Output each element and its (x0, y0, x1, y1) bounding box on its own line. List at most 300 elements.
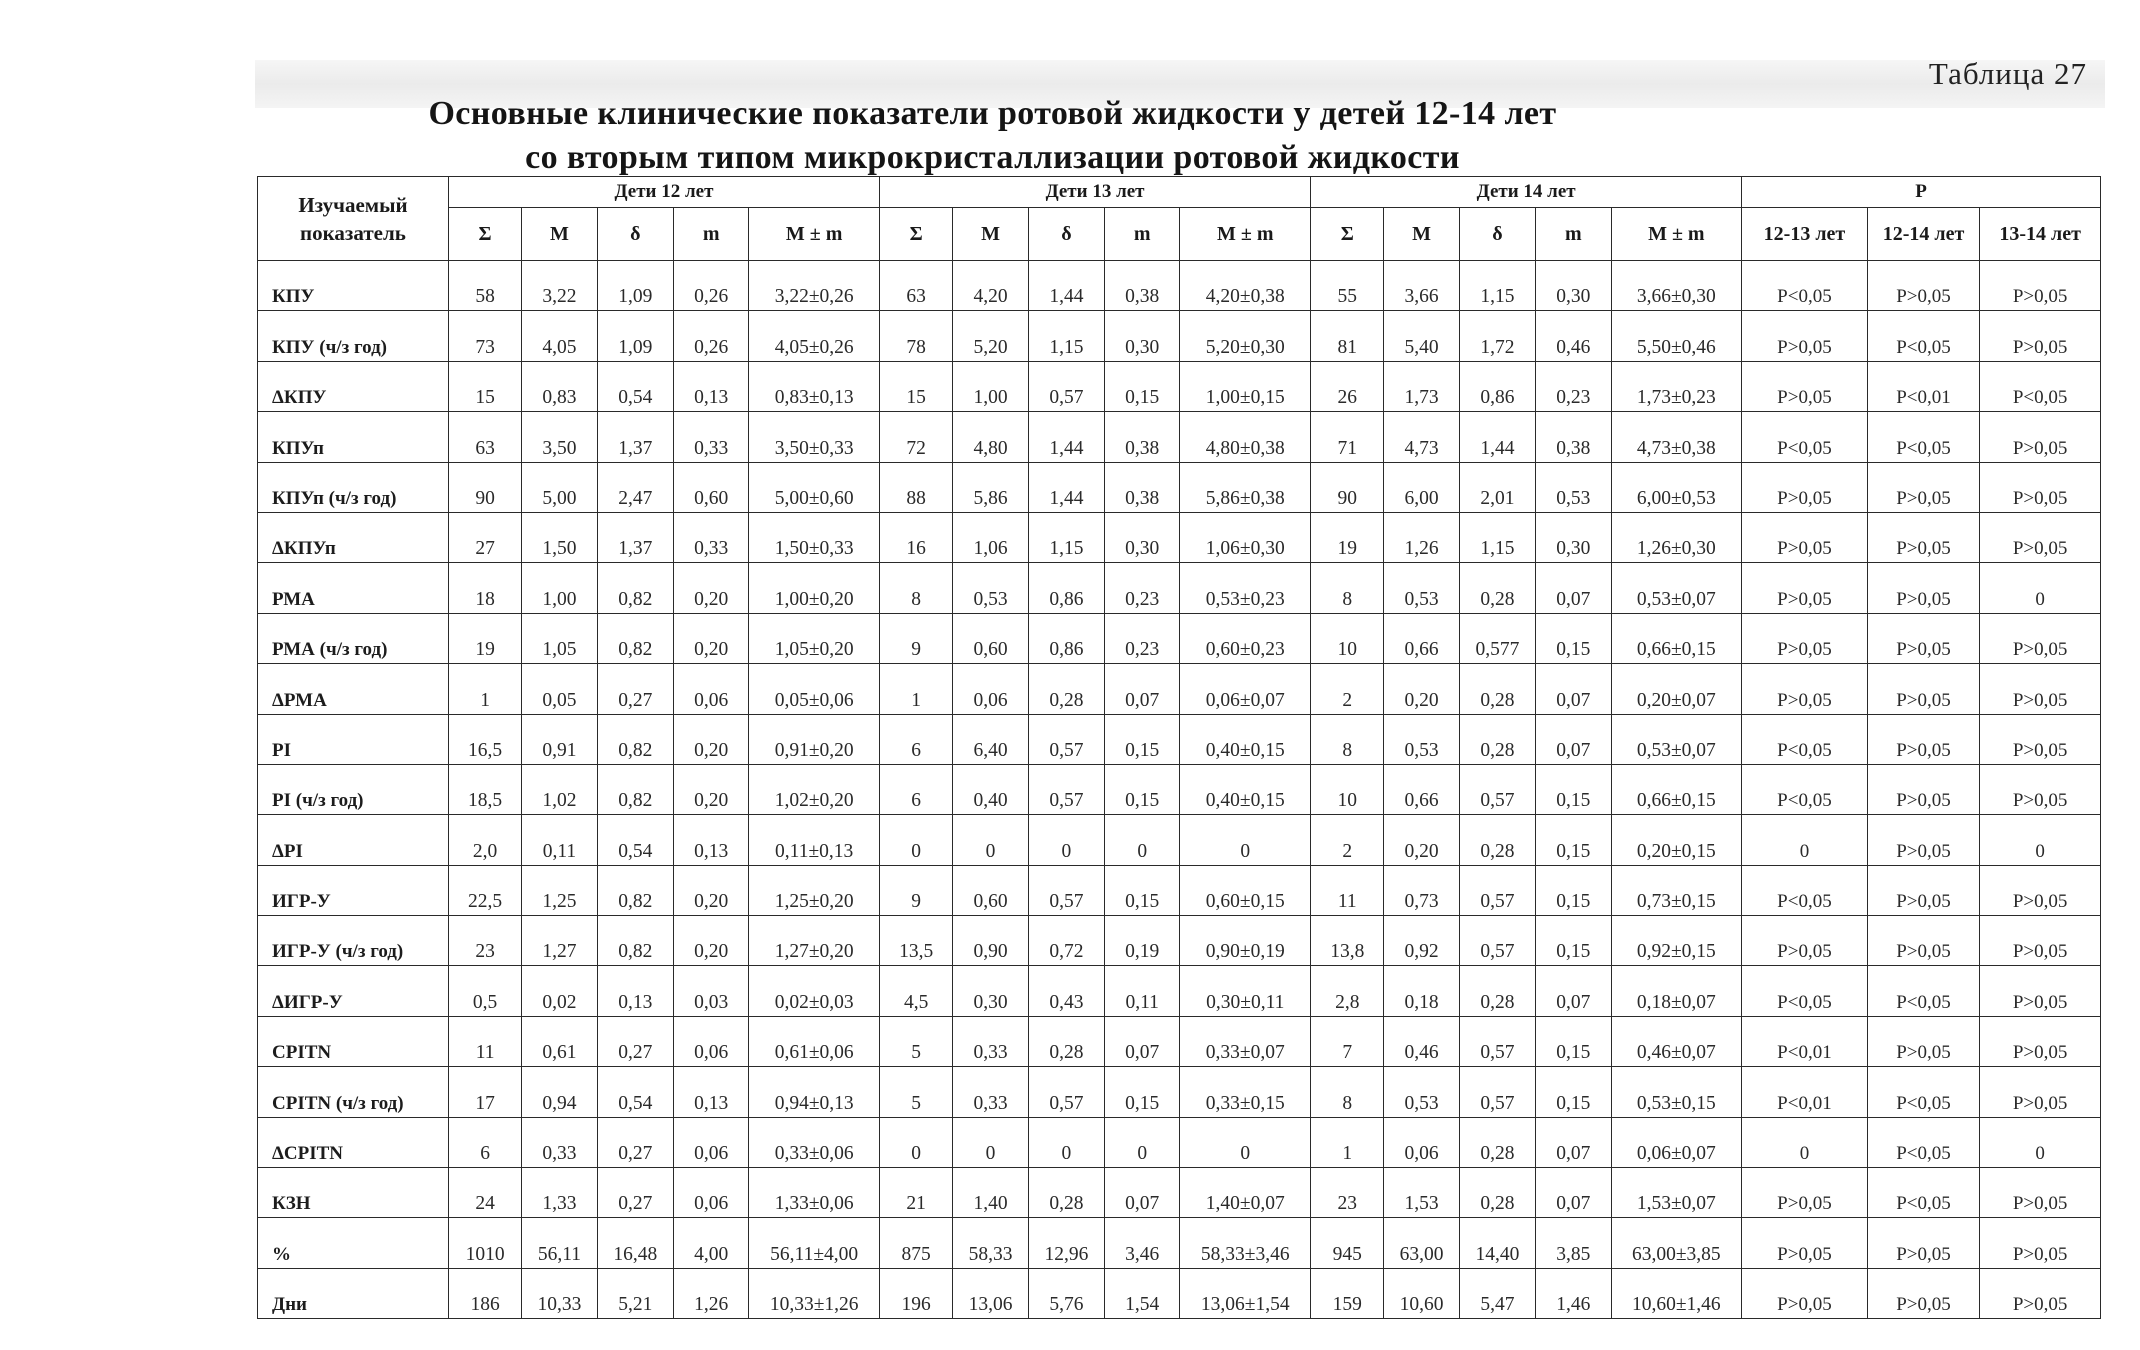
cell-p-13-14: P>0,05 (1980, 714, 2101, 764)
cell-13-sum: 72 (880, 412, 953, 462)
cell-12-delta: 16,48 (597, 1218, 673, 1268)
header-col-m: M (522, 208, 597, 261)
cell-14-m-err: 0,07 (1536, 563, 1611, 613)
table-row (258, 462, 2101, 512)
cell-13-m-pm: 5,86±0,38 (1180, 462, 1311, 512)
row-param-name: ΔИГР-У (258, 966, 449, 1016)
cell-14-sum: 10 (1311, 764, 1384, 814)
cell-12-sum: 1010 (448, 1218, 521, 1268)
cell-12-m: 1,50 (522, 512, 597, 562)
cell-14-m-err: 0,15 (1536, 613, 1611, 663)
table-row (258, 815, 2101, 865)
cell-12-m-pm: 3,22±0,26 (749, 261, 880, 311)
cell-12-m: 0,11 (522, 815, 597, 865)
cell-14-m-pm: 0,66±0,15 (1611, 764, 1742, 814)
cell-12-m: 0,33 (522, 1117, 597, 1167)
cell-p-12-14: P>0,05 (1867, 613, 1980, 663)
cell-12-delta: 0,82 (597, 563, 673, 613)
cell-14-m-err: 0,07 (1536, 714, 1611, 764)
row-param-name: % (258, 1218, 449, 1268)
cell-14-m: 10,60 (1384, 1268, 1459, 1318)
cell-12-sum: 23 (448, 916, 521, 966)
cell-14-sum: 13,8 (1311, 916, 1384, 966)
table-body (258, 261, 2101, 1319)
cell-12-sum: 0,5 (448, 966, 521, 1016)
row-param-name: Дни (258, 1268, 449, 1318)
cell-14-m-err: 0,15 (1536, 916, 1611, 966)
cell-13-m-pm: 13,06±1,54 (1180, 1268, 1311, 1318)
header-group-14: Дети 14 лет (1311, 177, 1742, 208)
row-param-name: КПУп (258, 412, 449, 462)
header-p-12-14: 12-14 лет (1867, 208, 1980, 261)
cell-13-m-err: 0,23 (1105, 613, 1180, 663)
cell-13-m-pm: 0,53±0,23 (1180, 563, 1311, 613)
cell-12-m-err: 0,03 (673, 966, 748, 1016)
cell-14-m: 0,66 (1384, 764, 1459, 814)
header-col-m-pm: M ± m (1611, 208, 1742, 261)
row-param-name: КПУ (258, 261, 449, 311)
cell-13-m: 0,30 (953, 966, 1028, 1016)
cell-13-m-pm: 1,00±0,15 (1180, 361, 1311, 411)
cell-14-m: 0,20 (1384, 664, 1459, 714)
cell-14-m: 0,20 (1384, 815, 1459, 865)
cell-13-sum: 1 (880, 664, 953, 714)
cell-12-m: 1,05 (522, 613, 597, 663)
row-param-name: CPITN (258, 1016, 449, 1066)
cell-12-m-err: 0,13 (673, 1067, 748, 1117)
cell-12-m-err: 1,26 (673, 1268, 748, 1318)
cell-12-m-err: 0,13 (673, 815, 748, 865)
cell-p-12-13: P>0,05 (1742, 563, 1868, 613)
cell-13-delta: 0 (1028, 815, 1104, 865)
cell-14-m-err: 0,15 (1536, 865, 1611, 915)
row-param-name: КПУ (ч/з год) (258, 311, 449, 361)
cell-12-delta: 0,82 (597, 714, 673, 764)
cell-13-m: 0,60 (953, 865, 1028, 915)
table-row (258, 311, 2101, 361)
cell-14-m-err: 0,07 (1536, 1117, 1611, 1167)
cell-13-m-err: 0,19 (1105, 916, 1180, 966)
cell-p-12-13: P>0,05 (1742, 916, 1868, 966)
cell-p-12-13: P>0,05 (1742, 664, 1868, 714)
cell-p-12-13: 0 (1742, 815, 1868, 865)
cell-13-m-pm: 0,40±0,15 (1180, 764, 1311, 814)
cell-p-12-14: P>0,05 (1867, 1218, 1980, 1268)
cell-14-m-err: 0,15 (1536, 1016, 1611, 1066)
cell-12-sum: 18 (448, 563, 521, 613)
cell-14-sum: 55 (1311, 261, 1384, 311)
cell-13-delta: 0,86 (1028, 563, 1104, 613)
cell-p-13-14: P>0,05 (1980, 613, 2101, 663)
cell-13-sum: 21 (880, 1168, 953, 1218)
cell-14-delta: 1,44 (1459, 412, 1535, 462)
cell-13-m-pm: 1,06±0,30 (1180, 512, 1311, 562)
cell-12-delta: 0,54 (597, 815, 673, 865)
cell-14-m-pm: 0,20±0,07 (1611, 664, 1742, 714)
cell-p-13-14: P>0,05 (1980, 764, 2101, 814)
cell-p-12-13: P<0,01 (1742, 1067, 1868, 1117)
cell-13-sum: 5 (880, 1067, 953, 1117)
row-param-name: ΔКПУ (258, 361, 449, 411)
row-param-name: ΔCPITN (258, 1117, 449, 1167)
cell-p-13-14: 0 (1980, 1117, 2101, 1167)
header-row-groups (258, 177, 2101, 208)
cell-p-12-14: P>0,05 (1867, 916, 1980, 966)
table-row (258, 865, 2101, 915)
cell-14-m-pm: 0,53±0,15 (1611, 1067, 1742, 1117)
cell-14-m-pm: 3,66±0,30 (1611, 261, 1742, 311)
cell-14-m: 0,66 (1384, 613, 1459, 663)
cell-14-sum: 81 (1311, 311, 1384, 361)
cell-12-m: 1,25 (522, 865, 597, 915)
title-line-2: со вторым типом микрокристаллизации ротовой жидкости (525, 139, 1460, 176)
table-row (258, 361, 2101, 411)
cell-13-sum: 8 (880, 563, 953, 613)
cell-14-m-pm: 0,53±0,07 (1611, 563, 1742, 613)
cell-13-delta: 1,44 (1028, 261, 1104, 311)
header-col-m-err: m (1536, 208, 1611, 261)
cell-12-m-err: 0,20 (673, 764, 748, 814)
cell-p-13-14: P<0,05 (1980, 361, 2101, 411)
cell-13-m-pm: 0,06±0,07 (1180, 664, 1311, 714)
cell-13-m: 5,20 (953, 311, 1028, 361)
cell-14-delta: 0,86 (1459, 361, 1535, 411)
cell-13-delta: 0,57 (1028, 1067, 1104, 1117)
cell-p-13-14: P>0,05 (1980, 311, 2101, 361)
cell-12-m: 3,22 (522, 261, 597, 311)
cell-13-m-pm: 5,20±0,30 (1180, 311, 1311, 361)
cell-14-m-pm: 10,60±1,46 (1611, 1268, 1742, 1318)
cell-p-12-14: P<0,05 (1867, 966, 1980, 1016)
cell-13-delta: 0,28 (1028, 1168, 1104, 1218)
cell-13-m: 0,06 (953, 664, 1028, 714)
cell-14-m: 1,26 (1384, 512, 1459, 562)
cell-14-delta: 1,72 (1459, 311, 1535, 361)
cell-p-12-14: P<0,05 (1867, 1117, 1980, 1167)
cell-13-delta: 1,44 (1028, 412, 1104, 462)
cell-13-m-err: 0,15 (1105, 714, 1180, 764)
cell-13-m-err: 0,07 (1105, 1016, 1180, 1066)
cell-14-m-err: 0,07 (1536, 1168, 1611, 1218)
cell-13-m-err: 0,38 (1105, 462, 1180, 512)
cell-12-delta: 0,82 (597, 916, 673, 966)
cell-12-sum: 22,5 (448, 865, 521, 915)
cell-14-m: 0,73 (1384, 865, 1459, 915)
cell-13-m-pm: 0,40±0,15 (1180, 714, 1311, 764)
cell-14-m-pm: 0,18±0,07 (1611, 966, 1742, 1016)
cell-p-12-13: P>0,05 (1742, 361, 1868, 411)
cell-12-sum: 19 (448, 613, 521, 663)
cell-12-m-pm: 3,50±0,33 (749, 412, 880, 462)
table-row (258, 1067, 2101, 1117)
cell-13-m: 1,00 (953, 361, 1028, 411)
cell-14-delta: 0,57 (1459, 764, 1535, 814)
cell-13-m: 0,53 (953, 563, 1028, 613)
header-col-m-err: m (1105, 208, 1180, 261)
cell-13-sum: 4,5 (880, 966, 953, 1016)
cell-p-13-14: P>0,05 (1980, 664, 2101, 714)
cell-13-sum: 13,5 (880, 916, 953, 966)
cell-12-m-err: 0,33 (673, 412, 748, 462)
cell-13-m: 4,20 (953, 261, 1028, 311)
cell-p-13-14: 0 (1980, 563, 2101, 613)
cell-14-delta: 0,28 (1459, 563, 1535, 613)
cell-14-m: 1,73 (1384, 361, 1459, 411)
data-table (257, 176, 2101, 1319)
cell-12-m-err: 0,06 (673, 664, 748, 714)
cell-14-m-err: 0,30 (1536, 512, 1611, 562)
cell-p-13-14: P>0,05 (1980, 1268, 2101, 1318)
cell-14-delta: 0,57 (1459, 865, 1535, 915)
cell-12-delta: 0,82 (597, 764, 673, 814)
cell-13-delta: 0,86 (1028, 613, 1104, 663)
cell-13-m-pm: 0 (1180, 815, 1311, 865)
cell-12-m-err: 0,26 (673, 261, 748, 311)
cell-13-m-pm: 0,60±0,23 (1180, 613, 1311, 663)
cell-14-m: 63,00 (1384, 1218, 1459, 1268)
header-param: Изучаемый показатель (258, 177, 449, 261)
cell-13-m-pm: 0,30±0,11 (1180, 966, 1311, 1016)
cell-12-delta: 1,37 (597, 512, 673, 562)
cell-14-sum: 71 (1311, 412, 1384, 462)
cell-12-delta: 1,09 (597, 311, 673, 361)
cell-13-m: 0,33 (953, 1067, 1028, 1117)
cell-p-12-14: P>0,05 (1867, 664, 1980, 714)
cell-14-delta: 14,40 (1459, 1218, 1535, 1268)
cell-14-m-pm: 0,53±0,07 (1611, 714, 1742, 764)
table-row (258, 1218, 2101, 1268)
cell-14-m-err: 0,07 (1536, 966, 1611, 1016)
cell-14-sum: 8 (1311, 1067, 1384, 1117)
cell-13-m-err: 0,23 (1105, 563, 1180, 613)
table-row (258, 664, 2101, 714)
cell-14-m-pm: 63,00±3,85 (1611, 1218, 1742, 1268)
cell-12-delta: 0,13 (597, 966, 673, 1016)
cell-12-delta: 0,54 (597, 1067, 673, 1117)
cell-13-delta: 0,57 (1028, 714, 1104, 764)
cell-p-12-14: P>0,05 (1867, 764, 1980, 814)
row-param-name: ΔРМА (258, 664, 449, 714)
cell-13-m-pm: 0,33±0,07 (1180, 1016, 1311, 1066)
cell-12-sum: 63 (448, 412, 521, 462)
cell-12-m: 5,00 (522, 462, 597, 512)
cell-13-delta: 0,43 (1028, 966, 1104, 1016)
cell-14-m-pm: 6,00±0,53 (1611, 462, 1742, 512)
cell-13-delta: 0,57 (1028, 361, 1104, 411)
cell-14-m: 0,53 (1384, 1067, 1459, 1117)
cell-p-12-14: P<0,05 (1867, 1168, 1980, 1218)
cell-12-sum: 90 (448, 462, 521, 512)
cell-13-m: 1,40 (953, 1168, 1028, 1218)
page-title (0, 92, 1985, 180)
table-row (258, 966, 2101, 1016)
cell-14-sum: 7 (1311, 1016, 1384, 1066)
cell-13-delta: 1,44 (1028, 462, 1104, 512)
cell-14-m: 0,18 (1384, 966, 1459, 1016)
cell-12-m-err: 0,20 (673, 613, 748, 663)
cell-13-m-err: 0,38 (1105, 412, 1180, 462)
cell-14-m-pm: 0,92±0,15 (1611, 916, 1742, 966)
cell-14-m-err: 0,15 (1536, 815, 1611, 865)
cell-13-m-pm: 58,33±3,46 (1180, 1218, 1311, 1268)
cell-p-13-14: P>0,05 (1980, 412, 2101, 462)
cell-14-m: 3,66 (1384, 261, 1459, 311)
table-row (258, 563, 2101, 613)
table-header (258, 177, 2101, 261)
cell-12-m-pm: 1,00±0,20 (749, 563, 880, 613)
cell-12-m-pm: 0,33±0,06 (749, 1117, 880, 1167)
cell-14-m: 0,53 (1384, 563, 1459, 613)
cell-13-delta: 0,72 (1028, 916, 1104, 966)
cell-p-13-14: P>0,05 (1980, 1067, 2101, 1117)
cell-13-m-pm: 1,40±0,07 (1180, 1168, 1311, 1218)
table-number-label: Таблица 27 (1928, 56, 2087, 91)
cell-13-m-err: 0,15 (1105, 361, 1180, 411)
cell-13-sum: 5 (880, 1016, 953, 1066)
cell-12-delta: 1,09 (597, 261, 673, 311)
cell-12-sum: 58 (448, 261, 521, 311)
cell-12-m-err: 0,06 (673, 1117, 748, 1167)
cell-13-m-pm: 0 (1180, 1117, 1311, 1167)
table-row (258, 412, 2101, 462)
cell-12-sum: 11 (448, 1016, 521, 1066)
cell-13-m: 0,33 (953, 1016, 1028, 1066)
header-col-delta: δ (597, 208, 673, 261)
cell-12-m-pm: 0,11±0,13 (749, 815, 880, 865)
cell-13-delta: 0,28 (1028, 1016, 1104, 1066)
cell-12-m: 0,61 (522, 1016, 597, 1066)
cell-13-m-err: 0,15 (1105, 764, 1180, 814)
header-p-12-13: 12-13 лет (1742, 208, 1868, 261)
cell-12-m: 1,33 (522, 1168, 597, 1218)
cell-14-m: 5,40 (1384, 311, 1459, 361)
cell-14-m-err: 0,46 (1536, 311, 1611, 361)
cell-p-12-13: P<0,05 (1742, 714, 1868, 764)
cell-12-m: 56,11 (522, 1218, 597, 1268)
cell-p-13-14: P>0,05 (1980, 462, 2101, 512)
cell-p-13-14: P>0,05 (1980, 1218, 2101, 1268)
cell-13-sum: 63 (880, 261, 953, 311)
cell-p-12-14: P<0,05 (1867, 1067, 1980, 1117)
cell-12-m: 3,50 (522, 412, 597, 462)
cell-12-m: 1,00 (522, 563, 597, 613)
cell-12-delta: 0,82 (597, 613, 673, 663)
header-col-m: M (953, 208, 1028, 261)
cell-14-m-err: 0,15 (1536, 764, 1611, 814)
cell-12-sum: 186 (448, 1268, 521, 1318)
cell-12-sum: 1 (448, 664, 521, 714)
cell-12-sum: 17 (448, 1067, 521, 1117)
cell-12-delta: 0,27 (597, 1168, 673, 1218)
cell-p-12-14: P>0,05 (1867, 261, 1980, 311)
cell-p-12-14: P>0,05 (1867, 512, 1980, 562)
row-param-name: КПУп (ч/з год) (258, 462, 449, 512)
cell-14-delta: 0,28 (1459, 714, 1535, 764)
cell-12-delta: 1,37 (597, 412, 673, 462)
cell-13-sum: 196 (880, 1268, 953, 1318)
cell-p-12-14: P>0,05 (1867, 1268, 1980, 1318)
header-col-m-pm: M ± m (749, 208, 880, 261)
cell-14-m-err: 0,23 (1536, 361, 1611, 411)
cell-13-m: 4,80 (953, 412, 1028, 462)
cell-p-12-13: P>0,05 (1742, 462, 1868, 512)
cell-14-sum: 2,8 (1311, 966, 1384, 1016)
table-row (258, 1016, 2101, 1066)
cell-14-m-pm: 5,50±0,46 (1611, 311, 1742, 361)
cell-12-delta: 0,82 (597, 865, 673, 915)
cell-p-12-14: P<0,01 (1867, 361, 1980, 411)
cell-p-12-14: P<0,05 (1867, 311, 1980, 361)
cell-13-m-pm: 4,80±0,38 (1180, 412, 1311, 462)
cell-13-m: 58,33 (953, 1218, 1028, 1268)
title-line-1: Основные клинические показатели ротовой жидкости у детей 12-14 лет (428, 95, 1557, 132)
cell-14-m: 0,92 (1384, 916, 1459, 966)
cell-13-sum: 78 (880, 311, 953, 361)
cell-p-12-14: P>0,05 (1867, 714, 1980, 764)
cell-14-m: 6,00 (1384, 462, 1459, 512)
cell-14-delta: 2,01 (1459, 462, 1535, 512)
cell-12-m-err: 0,20 (673, 865, 748, 915)
table-row (258, 512, 2101, 562)
cell-p-12-13: P<0,05 (1742, 261, 1868, 311)
cell-12-m-err: 0,13 (673, 361, 748, 411)
cell-14-m: 1,53 (1384, 1168, 1459, 1218)
cell-p-12-13: P<0,01 (1742, 1016, 1868, 1066)
header-col-delta: δ (1459, 208, 1535, 261)
cell-14-delta: 0,28 (1459, 1117, 1535, 1167)
cell-p-12-14: P>0,05 (1867, 1016, 1980, 1066)
cell-14-m-err: 1,46 (1536, 1268, 1611, 1318)
table-row (258, 1117, 2101, 1167)
cell-p-12-14: P>0,05 (1867, 865, 1980, 915)
cell-13-m: 0 (953, 1117, 1028, 1167)
cell-12-m-err: 0,26 (673, 311, 748, 361)
cell-14-sum: 26 (1311, 361, 1384, 411)
cell-14-sum: 10 (1311, 613, 1384, 663)
cell-12-m-err: 0,20 (673, 916, 748, 966)
cell-14-m: 4,73 (1384, 412, 1459, 462)
cell-12-m: 4,05 (522, 311, 597, 361)
cell-13-m-err: 0 (1105, 1117, 1180, 1167)
cell-12-m-pm: 1,27±0,20 (749, 916, 880, 966)
header-col-m-err: m (673, 208, 748, 261)
cell-p-12-13: 0 (1742, 1117, 1868, 1167)
cell-13-m-err: 0,07 (1105, 1168, 1180, 1218)
table-row (258, 613, 2101, 663)
cell-p-12-14: P>0,05 (1867, 563, 1980, 613)
cell-12-m-pm: 1,02±0,20 (749, 764, 880, 814)
row-param-name: ИГР-У (ч/з год) (258, 916, 449, 966)
cell-12-m-pm: 0,94±0,13 (749, 1067, 880, 1117)
cell-12-sum: 16,5 (448, 714, 521, 764)
cell-14-m: 0,06 (1384, 1117, 1459, 1167)
cell-13-m-pm: 0,33±0,15 (1180, 1067, 1311, 1117)
cell-13-sum: 6 (880, 714, 953, 764)
cell-13-m-err: 0,11 (1105, 966, 1180, 1016)
cell-p-12-13: P>0,05 (1742, 613, 1868, 663)
cell-14-m-pm: 0,06±0,07 (1611, 1117, 1742, 1167)
cell-13-sum: 9 (880, 865, 953, 915)
cell-12-m: 0,05 (522, 664, 597, 714)
header-col-sum: Σ (880, 208, 953, 261)
cell-p-13-14: P>0,05 (1980, 1016, 2101, 1066)
cell-13-sum: 88 (880, 462, 953, 512)
cell-12-sum: 6 (448, 1117, 521, 1167)
cell-13-m: 0,40 (953, 764, 1028, 814)
cell-14-delta: 0,28 (1459, 664, 1535, 714)
table-row (258, 764, 2101, 814)
cell-12-m: 0,91 (522, 714, 597, 764)
